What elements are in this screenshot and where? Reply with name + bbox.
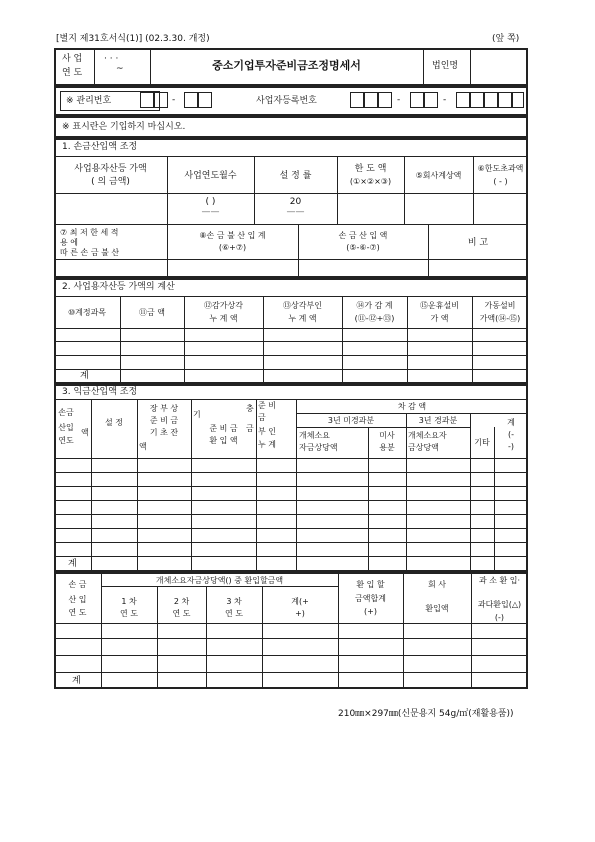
mgmt-no-cell[interactable] xyxy=(184,92,198,108)
s3-denied-header-4: 누 계 xyxy=(258,440,276,449)
s2-operating-sub: 가액(⑭-⑮) xyxy=(479,314,521,323)
s2-denial-sub: 누 계 액 xyxy=(288,314,317,323)
s1-min-tax-header-3: 따 른 손 금 불 산 xyxy=(60,248,120,257)
s2-idle-header: ⑮운휴설비 xyxy=(420,301,459,310)
s3-book-header-3: 기 초 잔 xyxy=(149,428,179,437)
s3-expired-header: 3년 경과분 xyxy=(418,416,458,425)
mgmt-no-cell[interactable] xyxy=(154,92,168,108)
s4-group-header: 개체소요자금상당액() 중 환입할금액 xyxy=(155,576,284,585)
s3-book-header-2: 준 비 금 xyxy=(149,416,179,425)
s4-excess-header-1: 과 소 환 입· xyxy=(478,576,521,585)
s1-remarks-header: 비 고 xyxy=(467,238,489,248)
s3-book-header-1: 장 부 상 xyxy=(149,404,179,413)
s2-operating-header: 가동설비 xyxy=(484,301,516,310)
s3-reserve-header-2: 준 비 금 xyxy=(209,424,238,433)
s2-adjusted-sub: (⑪-⑫+⑬) xyxy=(354,314,395,323)
s1-months-header: 사업연도월수 xyxy=(184,171,237,181)
s1-rate-value: 20 xyxy=(289,197,302,207)
s1-excess-header: ⑥한도초과액 xyxy=(477,164,524,173)
s3-book-header-4: 액 xyxy=(139,442,147,451)
s4-year1-header: 1 차 xyxy=(121,597,137,606)
mgmt-no-cell[interactable] xyxy=(140,92,154,108)
form-id: [별지 제31호서식(1)] (02.3.30. 개정) xyxy=(56,34,210,44)
s1-asset-value-sub: ( 의 금액) xyxy=(91,177,130,187)
mgmt-label: ※ 관리번호 xyxy=(66,96,112,106)
s4-return-header-1: 환 입 할 xyxy=(356,580,385,589)
biz-no-cell[interactable] xyxy=(470,92,484,108)
year-label-2: 연 도 xyxy=(62,68,83,78)
biz-no-cell[interactable] xyxy=(456,92,470,108)
s4-company-header-1: 회 사 xyxy=(428,580,446,589)
s4-year3-sub: 연 도 xyxy=(225,609,243,618)
dash: - xyxy=(443,95,447,105)
dash: - xyxy=(397,95,401,105)
corp-name-label: 법인명 xyxy=(432,61,459,71)
s3-sub-header-7: 기타 xyxy=(474,438,490,447)
s3-deduction-header: 차 감 액 xyxy=(397,402,427,411)
s3-unexpired-header: 3년 미경과분 xyxy=(327,416,375,425)
s3-denied-header-2: 금 xyxy=(258,413,266,422)
s3-year-header-2: 산입 xyxy=(58,423,74,432)
s3-denied-header-3: 부 인 xyxy=(258,427,276,436)
s1-limit-header: 한 도 액 xyxy=(354,164,387,174)
biz-no-cell[interactable] xyxy=(378,92,392,108)
biz-no-cell[interactable] xyxy=(484,92,498,108)
s4-excess-header-3: (-) xyxy=(494,613,505,622)
s4-total-label: 계 xyxy=(72,676,81,686)
section1-title: 1. 손금산입액 조정 xyxy=(62,142,138,152)
biz-no-cell[interactable] xyxy=(424,92,438,108)
s1-months-paren: ( ) xyxy=(205,197,216,207)
s2-adjusted-header: ⑭가 감 계 xyxy=(356,301,393,310)
s3-sub-header-5: 개체소요자 xyxy=(408,431,447,440)
s1-rate-line: —— xyxy=(286,207,305,217)
year-dots: · · · xyxy=(104,54,119,64)
section3-title: 3. 익금산입액 조정 xyxy=(62,387,138,397)
s3-sub-header-1: 개체소요 xyxy=(299,431,330,440)
dash: - xyxy=(172,95,176,105)
s3-sub-header-3: 미사 xyxy=(379,431,395,440)
s3-year-header-b: 액 xyxy=(81,428,89,437)
page-side-label: (앞 쪽) xyxy=(492,34,520,44)
biz-no-cell[interactable] xyxy=(350,92,364,108)
s3-total-header-2: (- xyxy=(507,430,514,439)
biz-no-cell[interactable] xyxy=(512,92,524,108)
s3-reserve-header-1: 기 xyxy=(193,410,201,419)
s4-year-header-3: 연 도 xyxy=(68,608,87,617)
s1-deductible-sub: (⑤-⑥-⑦) xyxy=(346,243,380,252)
notice-text: ※ 표시란은 기입하지 마십시오. xyxy=(62,122,186,132)
section2-title: 2. 사업용자산등 가액의 계산 xyxy=(62,282,175,292)
s3-sub-header-6: 금상당액 xyxy=(408,443,439,452)
s4-year1-sub: 연 도 xyxy=(120,609,138,618)
s3-year-header-3: 연도 xyxy=(58,436,74,445)
s1-months-line: —— xyxy=(201,207,220,217)
mgmt-no-cell[interactable] xyxy=(198,92,212,108)
s4-excess-header-2: 과다환입(△) xyxy=(477,600,522,609)
s3-year-header-1: 손금 xyxy=(58,408,74,417)
s3-reserve-header-b1: 충 xyxy=(246,404,254,413)
s2-denial-header: ⑬상각부인 xyxy=(283,301,322,310)
s4-year2-sub: 연 도 xyxy=(172,609,191,618)
s4-year2-header: 2 차 xyxy=(173,597,190,606)
page-title: 중소기업투자준비금조정명세서 xyxy=(212,59,361,72)
s3-total-header-1: 계 xyxy=(507,418,515,427)
s3-reserve-header-3: 환 입 액 xyxy=(209,436,238,445)
s2-depreciation-header: ⑫감가상각 xyxy=(204,301,243,310)
year-label-1: 사 업 xyxy=(62,54,83,64)
s2-total-label: 계 xyxy=(80,371,89,381)
s3-total-header-3: -) xyxy=(507,442,514,451)
s4-year3-header: 3 차 xyxy=(226,597,242,606)
s2-amount-header: ⑪금 액 xyxy=(139,308,165,317)
s1-deductible-header: 손 금 산 입 액 xyxy=(338,231,388,240)
biz-no-cell[interactable] xyxy=(410,92,424,108)
s1-rate-header: 설 정 률 xyxy=(279,171,312,181)
s3-reserve-header-b2: 금 xyxy=(246,424,254,433)
s3-sub-header-4: 용분 xyxy=(379,443,395,452)
s1-non-deductible-sub: (⑥+⑦) xyxy=(218,243,247,252)
s3-denied-header-1: 준 비 xyxy=(258,401,276,410)
s3-sub-header-2: 자금상당액 xyxy=(299,443,338,452)
biz-no-label: 사업자등록번호 xyxy=(256,96,317,106)
biz-no-cell[interactable] xyxy=(364,92,378,108)
s2-depreciation-sub: 누 계 액 xyxy=(209,314,238,323)
s1-company-amount-header: ⑤회사계상액 xyxy=(415,171,462,180)
s2-idle-sub: 가 액 xyxy=(430,314,449,323)
s4-year-header-2: 산 입 xyxy=(68,595,87,604)
s1-limit-sub: (①×②×③) xyxy=(349,177,392,186)
s1-asset-value-header: 사업용자산등 가액 xyxy=(74,164,147,174)
s1-non-deductible-header: ⑧손 금 불 산 입 계 xyxy=(199,231,266,240)
s4-return-header-2: 금액합계 xyxy=(355,594,386,603)
year-tilde: ~ xyxy=(116,64,124,74)
s4-company-header-2: 환입액 xyxy=(425,604,449,613)
s3-setting-header: 설 정 xyxy=(105,418,123,427)
paper-spec-footer: 210㎜×297㎜(신문용지 54g/㎡(재활용품)) xyxy=(338,709,514,719)
biz-no-cell[interactable] xyxy=(498,92,512,108)
s1-excess-sub: ( - ) xyxy=(493,177,508,186)
s3-total-label: 계 xyxy=(68,559,77,569)
s4-sum-sub: +) xyxy=(295,609,305,618)
s4-return-header-3: (+) xyxy=(364,607,377,616)
s2-account-header: ⑩계정과목 xyxy=(67,308,107,317)
s4-year-header-1: 손 금 xyxy=(68,580,87,589)
s4-sum-header: 계(+ xyxy=(291,597,309,606)
s1-min-tax-header: ⑦ 최 저 한 세 적 xyxy=(60,228,119,237)
s1-min-tax-header-2: 용 에 xyxy=(60,238,78,247)
